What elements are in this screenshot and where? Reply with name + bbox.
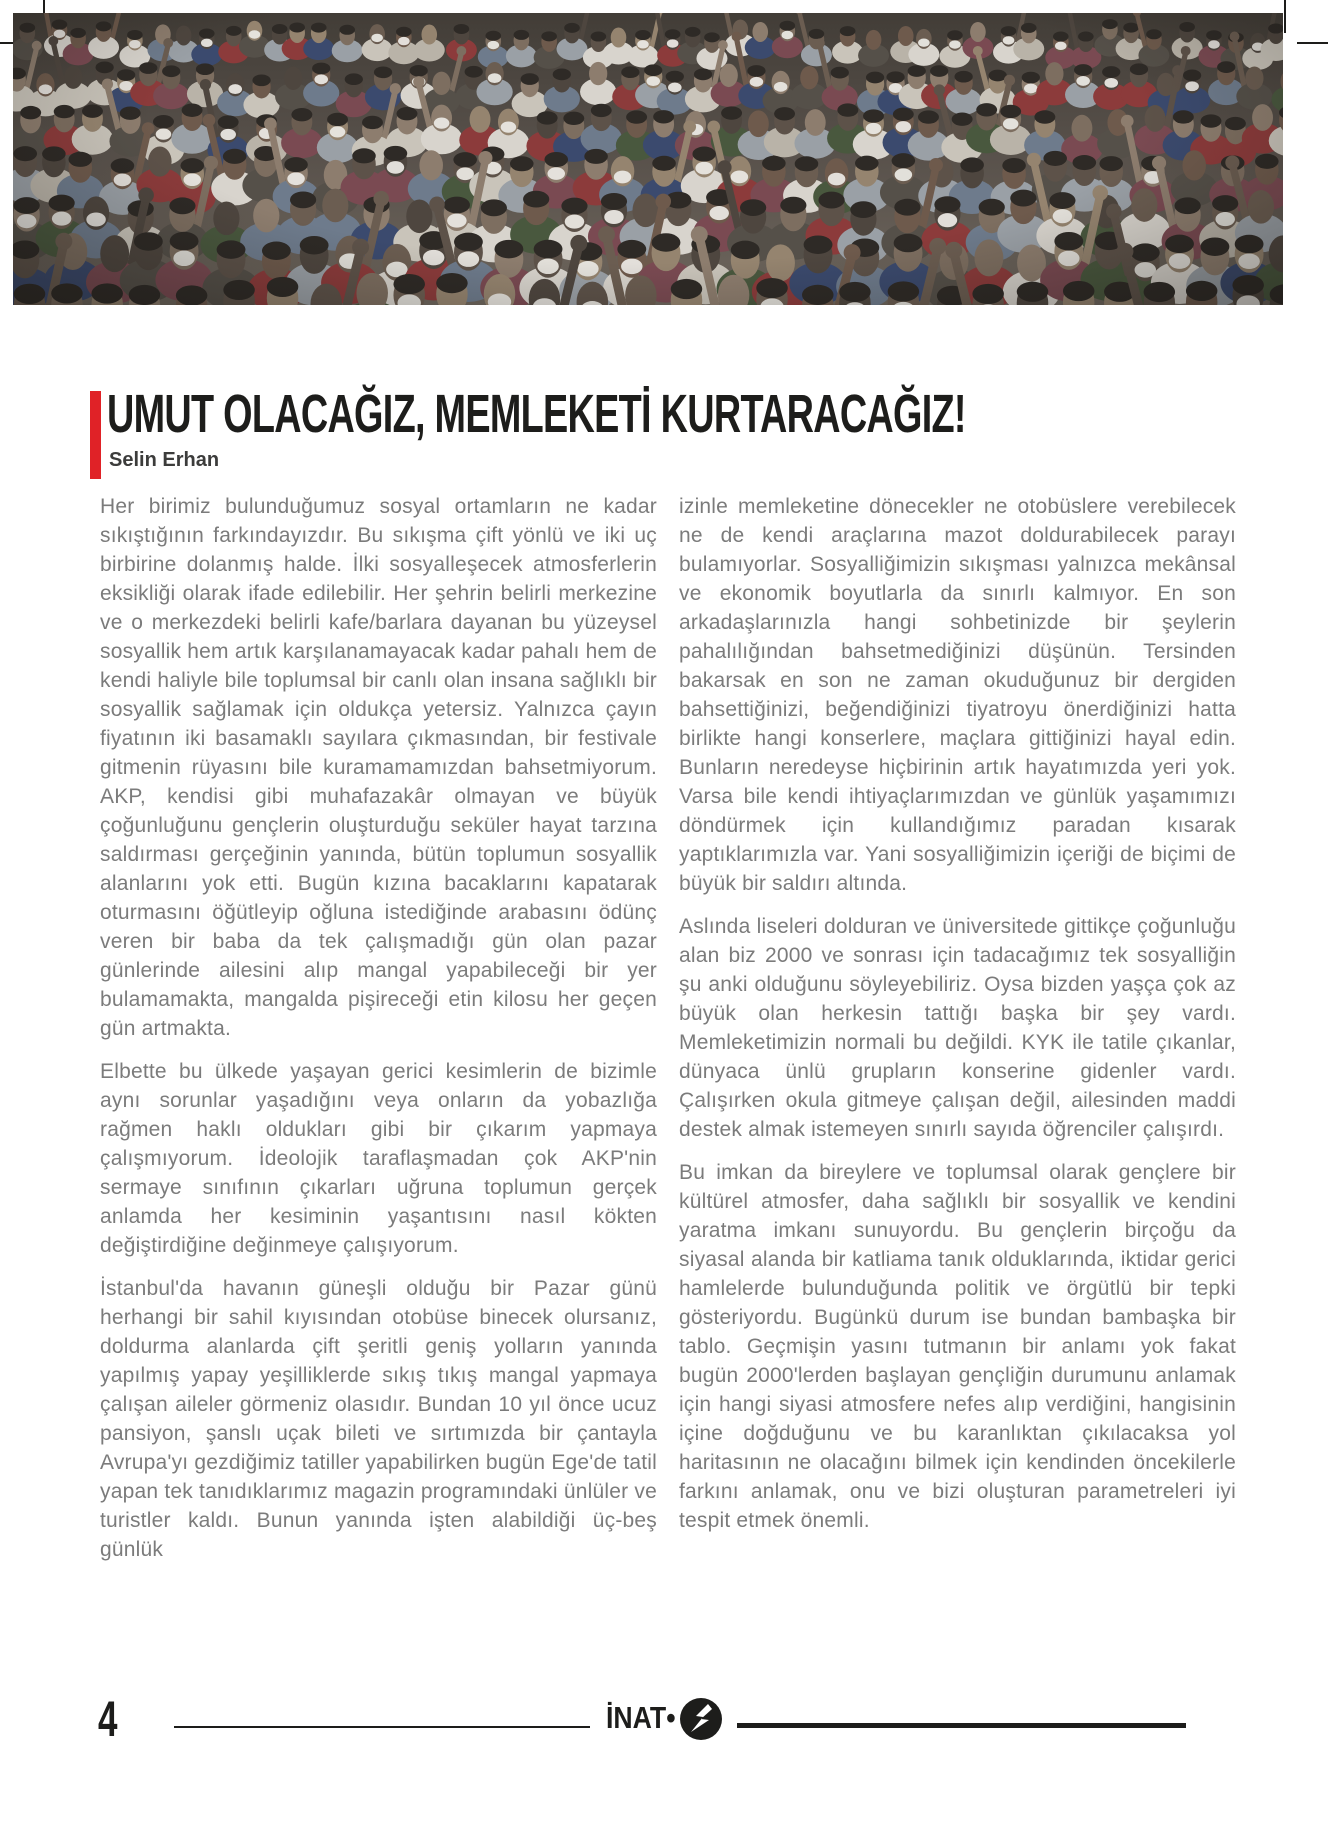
article-title: UMUT OLACAĞIZ, MEMLEKETİ KURTARACAĞIZ! xyxy=(107,384,966,444)
headline-accent-bar xyxy=(90,391,101,479)
body-column-left xyxy=(100,492,657,1578)
paragraph: Aslında liseleri dolduran ve üniversitede gittikçe çoğunluğu alan biz 2000 ve sonrası için tadacağımız tek sosyalliğin şu anki olduğunu söyleyebiliriz. Oysa bizden yaşça çok az büyük olan herkesin tattığı başka bir şey vardı. Memleketimizin normali bu değildi. KYK ile tatile çıkanlar, dünyaca ünlü grupların konserine gidenler vardı. Çalışırken okula gitmeye çalışan değil, ailesinden maddi destek almak istemeyen sınırlı sayıda öğrenciler çalışırdı. xyxy=(679,915,1236,1141)
footer-rule-right xyxy=(737,1723,1186,1728)
footer-rule-left xyxy=(174,1726,590,1728)
magazine-logo-text: İNAT• xyxy=(606,1700,676,1735)
body-column-right xyxy=(679,492,1236,1578)
article-author: Selin Erhan xyxy=(109,449,220,471)
photo-vignette xyxy=(13,13,1283,305)
paragraph: Elbette bu ülkede yaşayan gerici kesimlerin de bizimle aynı sorunlar yaşadığını veya onların da yobazlığa rağmen haklı oldukları gibi bir çıkarım yapmaya çalışmıyorum. İdeolojik taraflaşmadan çok AKP'nin sermaye sınıfının çıkarları uğruna toplumun gerçek anlamda her kesiminin yaşantısını nasıl kökten değiştirdiğine değinmeye çalışıyorum. xyxy=(100,1060,657,1257)
paragraph: Bu imkan da bireylere ve toplumsal olarak gençlere bir kültürel atmosfer, daha sağlıklı bir sosyallik ve kendini yaratma imkanı sunuyordu. Bu gençlerin birçoğu da siyasal alanda bir katliama tanık olduklarında, iktidar gerici hamlelerde bulunduğunda politik ve örgütlü bir tepki gösteriyordu. Bugünkü durum ise bundan bambaşka bir tablo. Geçmişin yasını tutmanın bir anlamı yok fakat bugün 2000'lerden başlayan gençliğin durumunu anlamak için hangi siyasi atmosfere nefes alıp verdiğini, hangisinin içine doğduğunu ve bu karanlıktan çıkılacaksa yol haritasının ne olacağını bilmek için kendinden öncekilerle farkını anlamak, onu ve bizi oluşturan parametreleri iyi tespit etmek önemli. xyxy=(679,1161,1236,1532)
protest-crowd-photo xyxy=(13,13,1283,305)
paragraph: Her birimiz bulunduğumuz sosyal ortamların ne kadar sıkıştığının farkındayızdır. Bu sıkışma çift yönlü ve iki uç birbirine dolanmış halde. İlki sosyalleşecek atmosferlerin eksikliği olarak ifade edilebilir. Her şehrin belirli merkezine ve o merkezdeki belirli kafe/barlara dayanan bu yüzeysel sosyallik hem artık karşılanamayacak kadar pahalı hem de kendi haliyle bile toplumsal bir canlı olan insana sağlıklı bir sosyallik sağlamak için oldukça yetersiz. Yalnızca çayın fiyatının iki basamaklı sayılara çıkmasından, bir festivale gitmenin rüyasını bile kuramamamızdan bahsetmiyorum. AKP, kendisi gibi muhafazakâr olmayan ve büyük çoğunluğunu gençlerin oluşturduğu seküler hayat tarzına saldırması gerçeğinin yanında, bütün toplumun sosyallik alanlarını yok etti. Bugün kızına bacaklarını kapatarak oturmasını öğütleyip oğluna istediğinde arabasını ödünç veren bir baba da tek çalışmadığı gün olan pazar günlerinde ailesini alıp mangal yapabileceği bir yer bulamamakta, mangalda pişireceği etin kilosu her geçen gün artmakta. xyxy=(100,495,657,1040)
page-number: 4 xyxy=(98,1691,118,1747)
paragraph: izinle memleketine dönecekler ne otobüslere verebilecek ne de kendi araçlarına mazot doldurabilecek parayı bulamıyorlar. Sosyalliğimizin sıkışması yalnızca mekânsal ve ekonomik boyutlarla da sınırlı kalmıyor. En son arkadaşlarınızla hangi sohbetinizde bir şeylerin pahalılığından bahsetmediğinizi düşünün. Tersinden bakarsak en son ne zaman okuduğunuz bir dergiden bahsettiğinizi, beğendiğinizi tiyatroyu önerdiğinizi hatta birlikte hangi konserlere, maçlara gittiğinizi hayal edin. Bunların neredeyse hiçbirinin artık hayatımızda yeri yok. Varsa bile kendi ihtiyaçlarımızdan ve günlük yaşamımızı döndürmek için kullandığımız paradan kısarak yaptıklarımızla var. Yani sosyalliğimizin içeriği de biçimi de büyük bir saldırı altında. xyxy=(679,495,1236,895)
crop-mark xyxy=(1297,42,1328,44)
article-body xyxy=(100,492,1237,1578)
paragraph: İstanbul'da havanın güneşli olduğu bir Pazar günü herhangi bir sahil kıyısından otobüse binecek olursanız, doldurma alanlarda çift şeritli geniş yolların yanında yapılmış yapay yeşilliklerde sıkış tıkış mangal yapmaya çalışan aileler görmeniz olasıdır. Bundan 10 yıl önce ucuz pansiyon, şanslı uçak bileti ve sırtımızda bir çantayla Avrupa'yı gezdiğimiz tatiller yapabilirken bugün Ege'de tatil yapan tek tanıdıklarımız magazin programındaki ünlüler ve turistler kaldı. Bunun yanında işten alabildiği üç-beş günlük xyxy=(100,1277,657,1561)
crop-mark xyxy=(1284,0,1286,33)
magazine-logo-icon xyxy=(678,1696,724,1742)
